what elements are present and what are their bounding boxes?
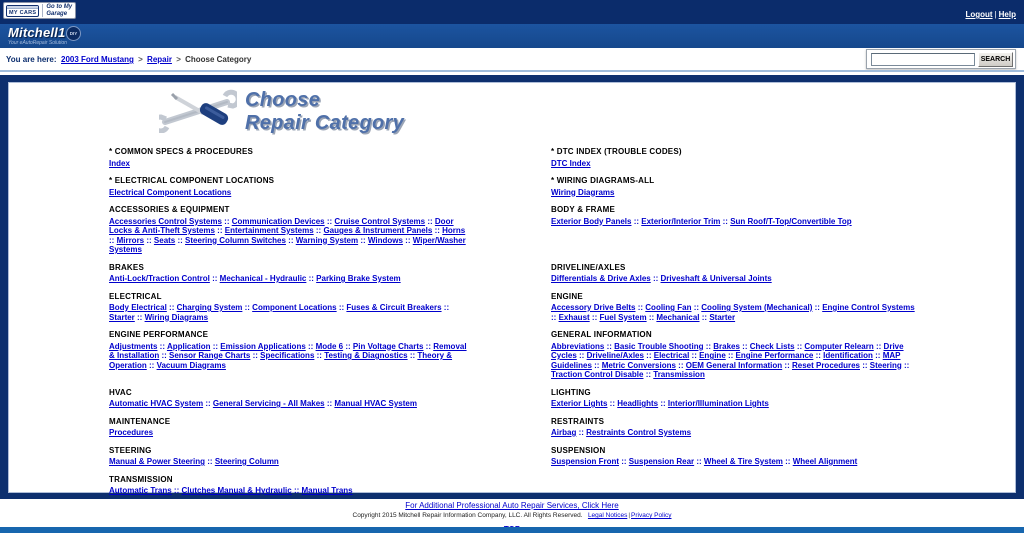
category-link[interactable]: Manual HVAC System [334,399,417,408]
link-separator: :: [250,351,261,360]
category-link[interactable]: Body Electrical [109,303,167,312]
bottom-bar [0,527,1024,533]
category-cell-left [109,263,467,284]
category-title: ACCESSORIES & EQUIPMENT [109,205,230,214]
link-separator: :: [157,341,167,351]
link-separator: :: [576,351,587,360]
breadcrumb-separator: > [138,55,143,64]
category-link[interactable]: Engine [699,351,726,360]
link-separator: :: [691,303,702,312]
category-link[interactable]: Reset Procedures [791,360,860,370]
category-link[interactable]: Headlights [617,399,659,408]
link-separator: :: [872,351,883,360]
category-link[interactable]: Horns [442,226,466,235]
category-link[interactable]: Wheel Alignment [792,457,858,466]
link-separator: :: [551,312,559,322]
link-separator: :: [720,216,731,226]
category-link[interactable]: Seats [153,235,176,245]
category-link[interactable]: Warning System [295,235,359,245]
link-separator: :: [604,341,615,351]
category-title: ENGINE PERFORMANCE [109,330,209,339]
category-cell-right [551,446,919,467]
category-link[interactable]: Automatic HVAC System [109,399,204,408]
link-separator: :: [291,486,302,495]
category-link[interactable]: Restraints Control Systems [586,428,692,437]
category-links [551,303,919,322]
diy-badge-icon: DIY [66,26,81,41]
link-separator: :: [901,360,910,370]
link-separator: :: [306,274,317,283]
link-separator: :: [314,351,325,360]
category-title: GENERAL INFORMATION [551,330,652,339]
category-link[interactable]: Procedures [109,428,154,437]
category-link[interactable]: Identification [823,351,873,360]
category-link[interactable]: Pin Voltage Charts [352,341,424,351]
category-link[interactable]: Manual & Power Steering [109,457,206,466]
link-separator: :: [423,341,434,351]
category-title: RESTRAINTS [551,416,605,426]
category-link[interactable]: Drive Cycles [551,341,904,360]
category-cell-right [551,292,919,323]
category-links [551,342,919,380]
category-links [109,274,467,284]
breadcrumb-current: Choose Category [185,55,252,64]
category-cell-left [109,417,467,438]
link-separator: :: [402,235,413,245]
category-row [109,330,939,380]
category-link[interactable]: Mode 6 [315,341,344,351]
link-separator: :: [812,303,823,312]
link-separator: :: [782,360,792,370]
category-link[interactable]: Parking Brake System [316,274,401,283]
category-link[interactable]: Cooling System (Mechanical) [701,303,813,312]
breadcrumb [6,55,251,64]
category-link[interactable]: Metric Conversions [601,360,676,370]
category-title: * WIRING DIAGRAMS-ALL [551,176,655,185]
link-separator: :: [210,341,221,351]
logout-link[interactable]: Logout [965,10,993,19]
search-input[interactable] [871,53,975,66]
category-links [551,159,919,169]
category-link[interactable]: Testing & Diagnostics [324,351,408,360]
link-separator: :: [631,216,642,226]
category-link[interactable]: Vacuum Diagrams [156,360,226,370]
top-bar [0,0,1024,24]
category-link[interactable]: Electrical [653,351,690,360]
category-link[interactable]: Sun Roof/T-Top/Convertible Top [730,216,852,226]
link-separator: :: [873,341,884,351]
category-link[interactable]: Steering [869,360,902,370]
breadcrumb-section-link[interactable]: Repair [147,55,172,64]
link-separator: :: [175,235,186,245]
category-link[interactable]: Exhaust [558,312,590,322]
category-title: ELECTRICAL [109,291,162,301]
my-cars-label: MY CARS [9,9,37,16]
category-link[interactable]: Steering Column Switches [185,235,286,245]
category-link[interactable]: Airbag [551,428,577,437]
link-separator: :: [343,341,353,351]
category-cell-right [551,147,919,168]
category-title: BRAKES [109,262,144,272]
category-link[interactable]: General Servicing - All Makes [212,399,325,408]
category-link[interactable]: Basic Trouble Shooting [614,341,704,351]
accent-line [0,70,1024,72]
category-link[interactable]: Steering Column [214,457,279,466]
category-link[interactable]: Application [166,341,211,351]
category-cell-left [109,475,467,496]
content-frame [0,75,1024,499]
link-separator: :: [324,216,335,226]
link-separator: :: [725,351,736,360]
category-links [551,217,919,227]
link-separator: :: [205,457,215,466]
category-cell-left [109,147,467,168]
link-separator: :: [813,351,824,360]
category-link[interactable]: Wiper/Washer Systems [109,235,466,254]
category-link[interactable]: Driveline/Axles [586,351,644,360]
link-separator: :: [782,457,793,466]
category-link[interactable]: Manual Trans [301,486,353,495]
category-link[interactable]: Component Locations [252,303,337,312]
category-link[interactable]: Suspension Rear [628,457,695,466]
link-separator: :: [699,312,710,322]
category-link[interactable]: Sensor Range Charts [169,351,251,360]
link-separator: :: [646,312,657,322]
category-cell-left [109,330,467,380]
breadcrumb-prefix: You are here: [6,55,57,64]
link-separator: :: [209,274,220,283]
category-links [109,303,467,322]
category-link[interactable]: Accessory Drive Belts [551,303,636,312]
category-link[interactable]: Gauges & Instrument Panels [323,226,433,235]
category-link[interactable]: Charging System [176,303,243,312]
session-divider: | [994,10,997,19]
category-link[interactable]: Computer Relearn [804,341,874,351]
footer-divider: | [628,512,631,519]
link-separator: :: [171,486,182,495]
category-link[interactable]: Fuel System [599,312,647,322]
category-link[interactable]: Emission Applications [220,341,306,351]
footer [0,499,1024,527]
category-link[interactable]: Wheel & Tire System [703,457,783,466]
link-separator: :: [794,341,805,351]
category-link[interactable]: Theory & Operation [109,351,453,370]
link-separator: :: [203,399,213,408]
category-cell-right [551,388,919,409]
category-cell-right [551,417,919,438]
category-cell-left [109,388,467,409]
link-separator: :: [675,360,686,370]
category-cell-right [551,330,919,380]
category-links [109,159,467,169]
footer-promo-link[interactable]: For Additional Professional Auto Repair Services, Click Here [405,501,619,510]
category-links [551,428,919,438]
link-separator: :: [407,351,418,360]
link-separator: :: [313,226,324,235]
category-links [109,457,467,467]
garage-button-label: Go to My Garage [42,4,72,17]
category-link[interactable]: Wiring Diagrams [144,312,209,322]
link-separator: :: [689,351,700,360]
link-separator: :: [643,370,654,379]
link-separator: :: [336,303,347,312]
category-cell-right [551,176,919,197]
category-title: * COMMON SPECS & PROCEDURES [109,147,254,156]
category-row [109,475,939,496]
legal-notices-link[interactable]: Legal Notices [587,512,628,519]
category-cell-left [109,176,467,197]
link-separator: :: [589,312,600,322]
category-link[interactable]: Starter [709,312,736,322]
category-link[interactable]: MAP Guidelines [551,351,901,370]
content-area [8,82,1016,493]
category-row [109,147,939,168]
category-link[interactable]: Exterior Lights [551,399,608,408]
link-separator: :: [658,399,668,408]
footer-copyright-line [0,512,1024,519]
link-separator: :: [425,216,435,226]
category-links [109,399,467,409]
link-separator: :: [694,457,704,466]
link-separator: :: [650,274,661,283]
link-separator: :: [285,235,296,245]
search-panel [866,49,1016,69]
category-row [109,417,939,438]
category-links [109,486,467,496]
category-title: MAINTENANCE [109,416,171,426]
category-link[interactable]: Transmission [653,370,705,379]
category-title: HVAC [109,387,132,397]
brand-name: Mitchell1 [8,25,66,40]
link-separator: :: [607,399,618,408]
category-link[interactable]: Windows [367,235,403,245]
category-cell-right [551,475,919,496]
category-cell-left [109,205,467,255]
category-title: ENGINE [551,291,583,301]
repair-tools-icon [159,89,237,133]
category-link[interactable]: DTC Index [551,158,591,168]
category-link[interactable]: Engine Control Systems [822,303,915,312]
category-link[interactable]: Mechanical [656,312,700,322]
link-separator: :: [643,351,654,360]
category-title: * DTC INDEX (TROUBLE CODES) [551,147,682,156]
category-links [109,342,467,371]
category-links [551,188,919,198]
category-link[interactable]: Removal & Installation [109,341,467,360]
category-row [109,205,939,255]
category-link[interactable]: Cooling Fan [645,303,692,312]
privacy-policy-link[interactable]: Privacy Policy [631,512,672,519]
category-link[interactable]: Entertainment Systems [224,226,314,235]
category-row [109,388,939,409]
link-separator: :: [166,303,177,312]
category-cell-right [551,205,919,255]
link-separator: :: [860,360,870,370]
category-links [551,274,919,284]
category-cell-left [109,292,467,323]
category-link[interactable]: Engine Performance [735,351,814,360]
link-separator: :: [214,226,225,235]
category-link[interactable]: Door Locks & Anti-Theft Systems [109,216,454,235]
category-link[interactable]: Cruise Control Systems [334,216,426,226]
category-link[interactable]: Wiring Diagrams [551,187,615,197]
link-separator: :: [703,341,714,351]
link-separator: :: [242,303,253,312]
category-link[interactable]: Communication Devices [231,216,325,226]
link-separator: :: [358,235,368,245]
category-cell-right [551,263,919,284]
link-separator: :: [109,235,117,245]
my-cars-plate-icon [6,5,39,17]
category-link[interactable]: Driveshaft & Universal Joints [660,274,772,283]
category-row [109,263,939,284]
category-title: STEERING [109,445,152,455]
search-button[interactable]: SEARCH [978,52,1013,67]
category-link[interactable]: Index [109,158,130,168]
category-link[interactable]: Fuses & Circuit Breakers [346,303,442,312]
breadcrumb-vehicle-link[interactable]: 2003 Ford Mustang [61,55,134,64]
brand-tagline: Your eAutoRepair Solution [8,40,67,46]
link-separator: :: [146,360,157,370]
page-header [159,89,404,135]
link-separator: :: [305,341,316,351]
category-row [109,446,939,467]
plate-top-strip [7,6,38,9]
link-separator: :: [134,312,145,322]
category-link[interactable]: Accessories Control Systems [109,216,222,226]
category-row [109,176,939,197]
category-cell-left [109,446,467,467]
category-row [109,292,939,323]
link-separator: :: [144,235,154,245]
category-title: TRANSMISSION [109,474,173,484]
category-title: * ELECTRICAL COMPONENT LOCATIONS [109,176,275,185]
link-separator: :: [221,216,232,226]
category-link[interactable]: Check Lists [749,341,795,351]
category-link[interactable]: Suspension Front [551,457,619,466]
link-separator: :: [591,360,602,370]
category-link[interactable]: Interior/Illumination Lights [667,399,769,408]
breadcrumb-separator: > [176,55,181,64]
category-title: BODY & FRAME [551,205,616,214]
category-link[interactable]: Mechanical - Hydraulic [219,274,307,283]
category-link[interactable]: Clutches Manual & Hydraulic [181,486,292,495]
link-separator: :: [441,303,450,312]
link-separator: :: [159,351,170,360]
category-links [551,399,919,409]
help-link[interactable]: Help [998,10,1016,19]
link-separator: :: [576,428,587,437]
category-title: SUSPENSION [551,445,606,455]
link-separator: :: [619,457,629,466]
mitchell1-logo [8,25,67,46]
category-links [109,428,467,438]
link-separator: :: [324,399,335,408]
category-links [551,457,919,467]
category-links [109,217,467,255]
link-separator: :: [739,341,750,351]
category-link[interactable]: Exterior Body Panels [551,216,632,226]
go-to-my-garage-button[interactable] [3,2,76,19]
category-title: LIGHTING [551,387,591,397]
category-link[interactable]: Automatic Trans [109,486,172,495]
link-separator: :: [432,226,443,235]
category-link[interactable]: Starter [109,312,135,322]
category-link[interactable]: Specifications [260,351,315,360]
category-link[interactable]: Traction Control Disable [551,370,644,379]
page-title: Choose Repair Category [245,89,404,134]
category-link[interactable]: Anti-Lock/Traction Control [109,274,210,283]
category-link[interactable]: Abbreviations [551,341,605,351]
category-link[interactable]: Electrical Component Locations [109,187,232,197]
brand-bar [0,24,1024,48]
category-link[interactable]: Adjustments [109,341,158,351]
copyright-text: Copyright 2015 Mitchell Repair Information Company, LLC. All Rights Reserved. [352,512,583,519]
category-link[interactable]: Mirrors [116,235,145,245]
category-link[interactable]: Brakes [713,341,740,351]
category-link[interactable]: Differentials & Drive Axles [551,274,651,283]
category-links [109,188,467,198]
category-title: DRIVELINE/AXLES [551,262,626,272]
category-link[interactable]: Exterior/Interior Trim [641,216,721,226]
category-rows [109,147,939,504]
link-separator: :: [635,303,646,312]
category-link[interactable]: OEM General Information [685,360,783,370]
